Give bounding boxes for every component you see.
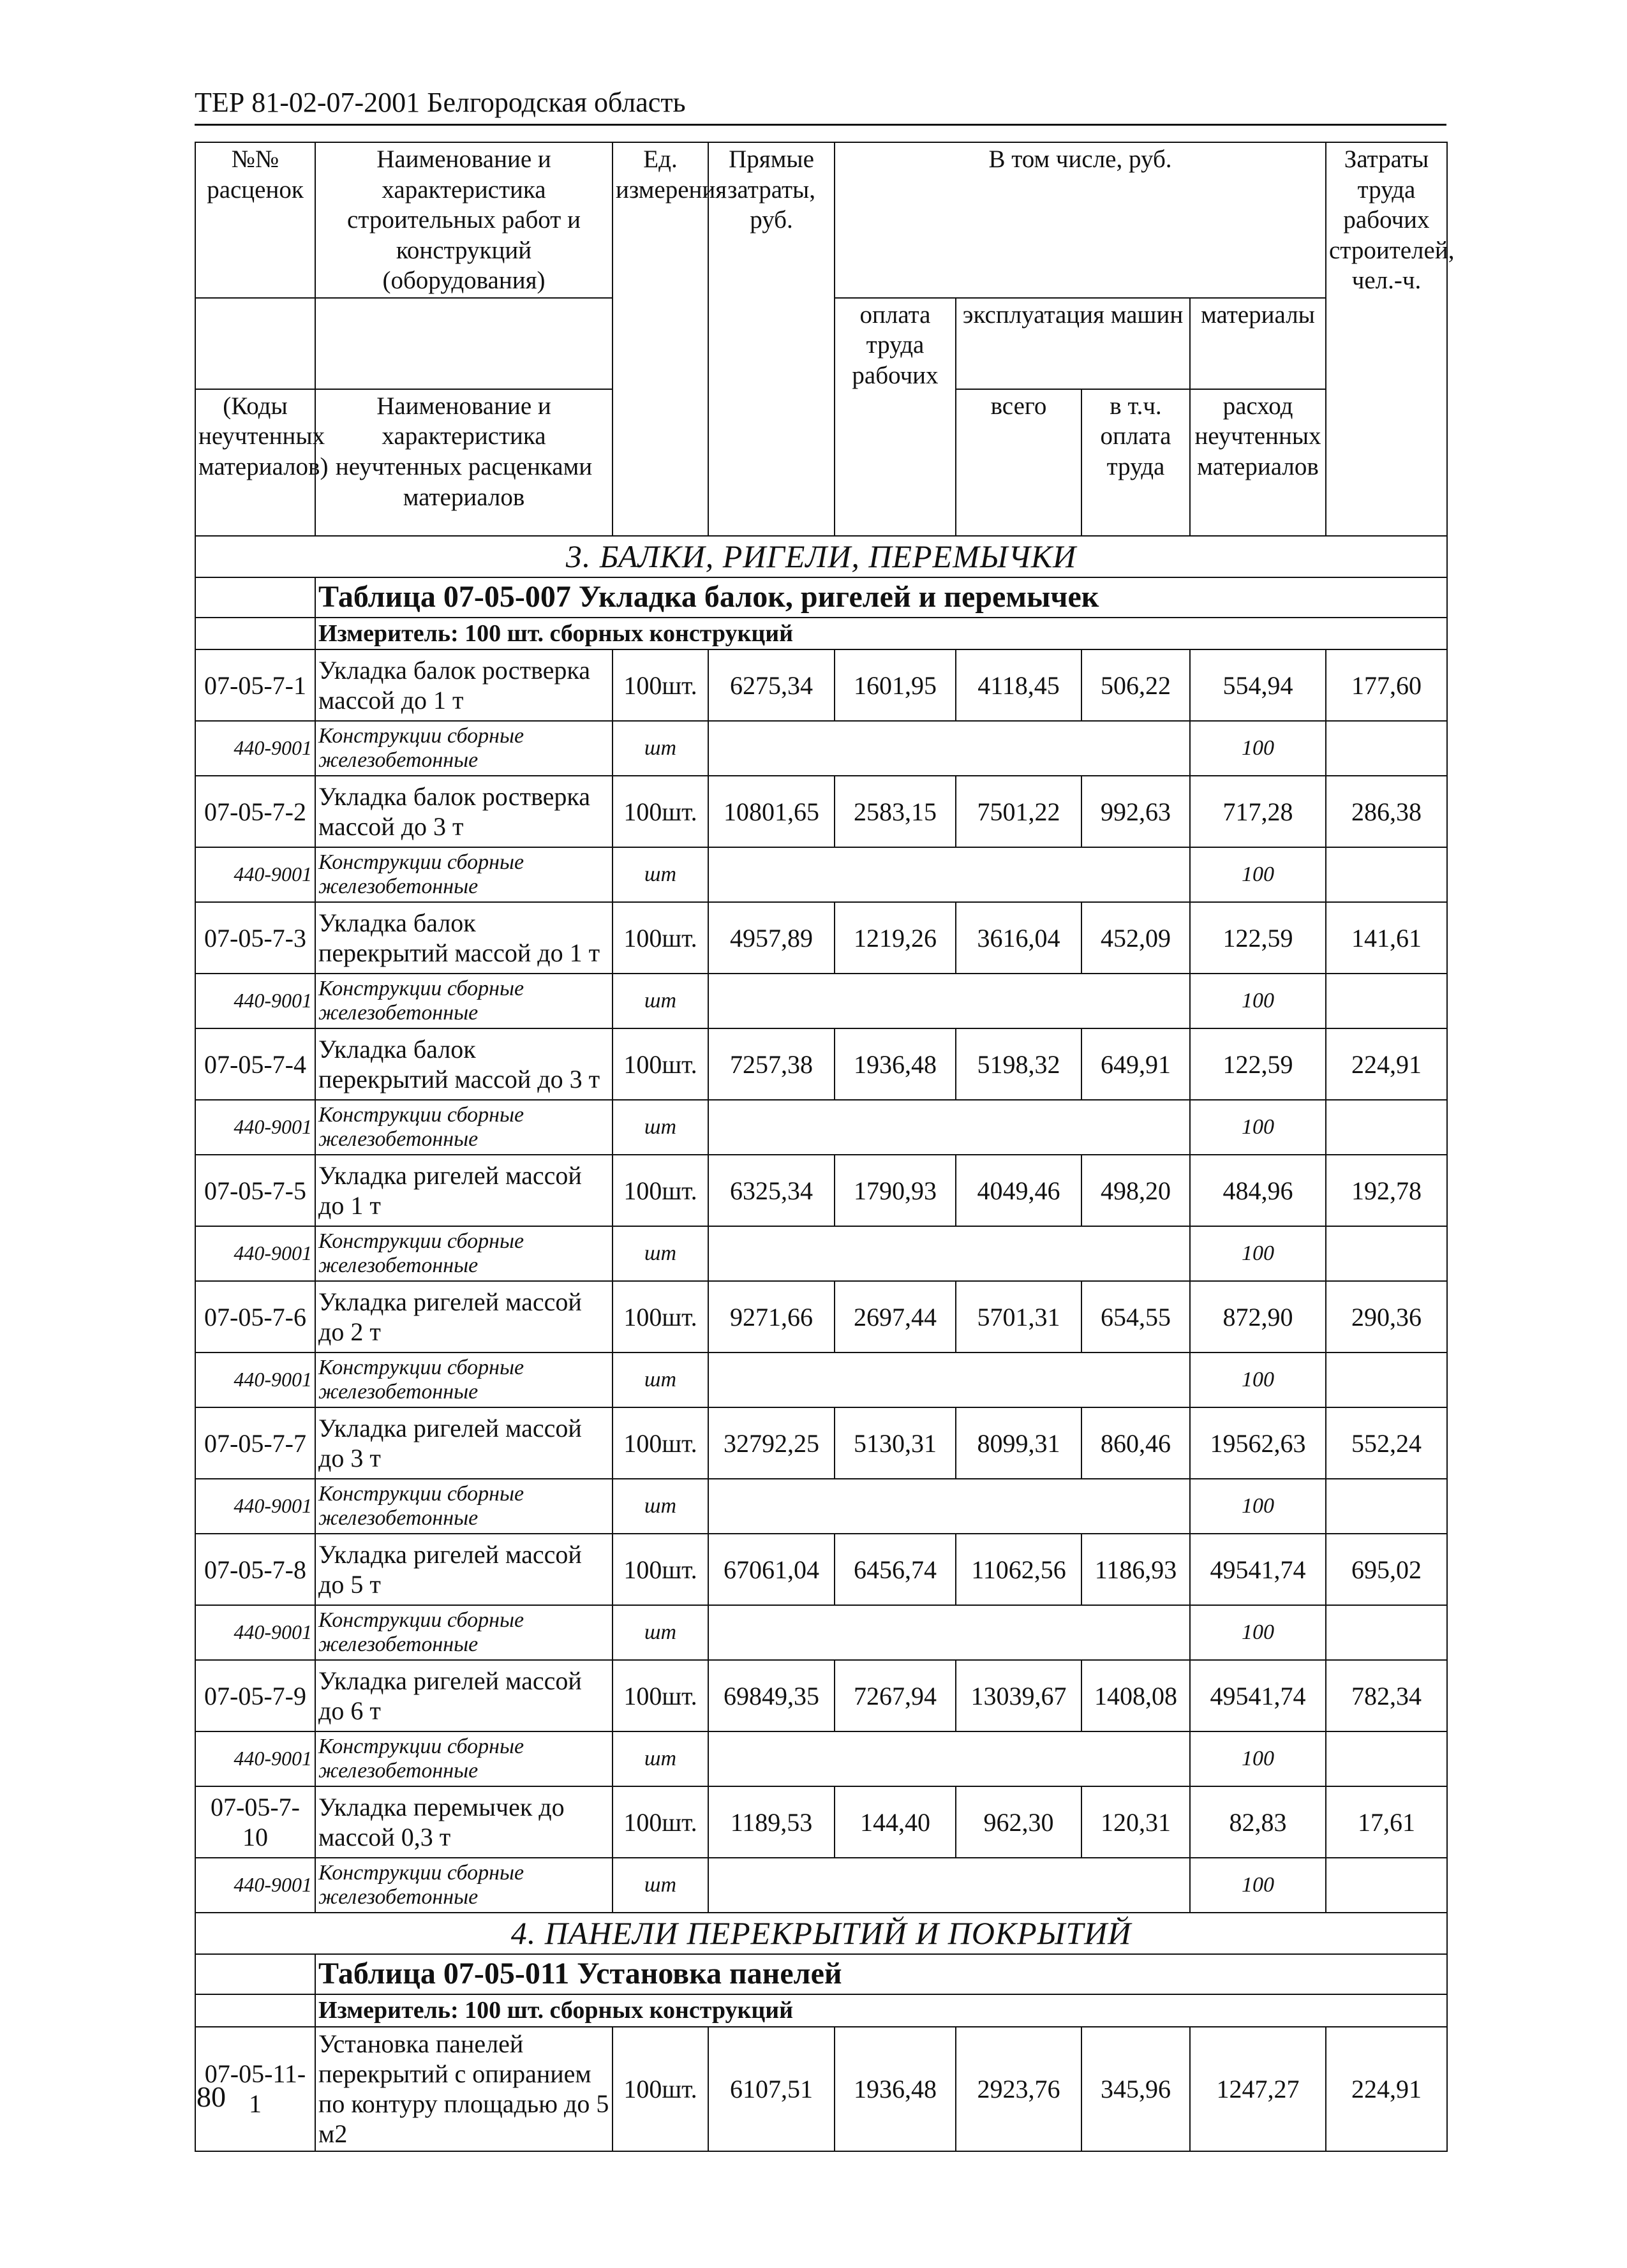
material-quantity: 100 <box>1190 721 1326 776</box>
worker-wages: 2697,44 <box>835 1281 956 1353</box>
work-name: Укладка балок ростверка массой до 1 т <box>315 649 613 721</box>
material-quantity: 100 <box>1190 1100 1326 1155</box>
unit: 100шт. <box>613 1155 708 1226</box>
worker-wages: 5130,31 <box>835 1407 956 1479</box>
header-wages: оплата труда рабочих <box>835 298 956 536</box>
rate-code: 07-05-7-4 <box>195 1028 315 1100</box>
material-code: 440-9001 <box>195 974 315 1028</box>
unit: 100шт. <box>613 1534 708 1605</box>
direct-costs: 10801,65 <box>708 776 835 847</box>
machine-operator-wages: 860,46 <box>1081 1407 1190 1479</box>
material-name: Конструкции сборные железобетонные <box>315 1731 613 1786</box>
unit: 100шт. <box>613 2027 708 2151</box>
material-row <box>195 1479 1447 1534</box>
material-name: Конструкции сборные железобетонные <box>315 1858 613 1913</box>
section-title: 3. БАЛКИ, РИГЕЛИ, ПЕРЕМЫЧКИ <box>195 536 1447 577</box>
machine-costs: 7501,22 <box>956 776 1081 847</box>
material-quantity: 100 <box>1190 1353 1326 1407</box>
labor-hours: 141,61 <box>1326 902 1447 974</box>
direct-costs: 69849,35 <box>708 1660 835 1731</box>
material-costs: 484,96 <box>1190 1155 1326 1226</box>
material-blank <box>708 721 1190 776</box>
machine-costs: 4049,46 <box>956 1155 1081 1226</box>
material-name: Конструкции сборные железобетонные <box>315 974 613 1028</box>
direct-costs: 67061,04 <box>708 1534 835 1605</box>
price-table <box>195 142 1455 2152</box>
machine-operator-wages: 120,31 <box>1081 1786 1190 1858</box>
unit: 100шт. <box>613 1028 708 1100</box>
machine-costs: 3616,04 <box>956 902 1081 974</box>
material-labor-blank <box>1326 1100 1447 1155</box>
material-costs: 554,94 <box>1190 649 1326 721</box>
material-unit: шт <box>613 721 708 776</box>
labor-hours: 192,78 <box>1326 1155 1447 1226</box>
material-name: Конструкции сборные железобетонные <box>315 1605 613 1660</box>
material-name: Конструкции сборные железобетонные <box>315 721 613 776</box>
material-unit: шт <box>613 1479 708 1534</box>
labor-hours: 286,38 <box>1326 776 1447 847</box>
material-blank <box>708 1353 1190 1407</box>
material-labor-blank <box>1326 1353 1447 1407</box>
material-costs: 717,28 <box>1190 776 1326 847</box>
material-row <box>195 721 1447 776</box>
material-name: Конструкции сборные железобетонные <box>315 1226 613 1281</box>
section-title: 4. ПАНЕЛИ ПЕРЕКРЫТИЙ И ПОКРЫТИЙ <box>195 1913 1447 1954</box>
header-code: №№ расценок <box>195 142 315 298</box>
material-blank <box>708 847 1190 902</box>
material-quantity: 100 <box>1190 847 1326 902</box>
section-code-blank <box>195 1954 315 1994</box>
material-name: Конструкции сборные железобетонные <box>315 1479 613 1534</box>
labor-hours: 224,91 <box>1326 1028 1447 1100</box>
material-unit: шт <box>613 1353 708 1407</box>
document-title: ТЕР 81-02-07-2001 Белгородская область <box>195 87 686 118</box>
page-number: 80 <box>197 2080 226 2113</box>
table-row <box>195 1407 1447 1479</box>
rate-code: 07-05-7-3 <box>195 902 315 974</box>
material-labor-blank <box>1326 1858 1447 1913</box>
material-costs: 82,83 <box>1190 1786 1326 1858</box>
machine-operator-wages: 1186,93 <box>1081 1534 1190 1605</box>
work-name: Установка панелей перекрытий с опиранием по контуру площадью до 5 м2 <box>315 2027 613 2151</box>
rate-code: 07-05-7-6 <box>195 1281 315 1353</box>
material-row <box>195 1858 1447 1913</box>
table-title: Таблица 07-05-007 Укладка балок, ригелей и перемычек <box>315 577 1447 618</box>
material-blank <box>708 1858 1190 1913</box>
material-unit: шт <box>613 1731 708 1786</box>
worker-wages: 1936,48 <box>835 2027 956 2151</box>
table-row <box>195 1281 1447 1353</box>
material-row <box>195 1605 1447 1660</box>
machine-operator-wages: 654,55 <box>1081 1281 1190 1353</box>
material-code: 440-9001 <box>195 1100 315 1155</box>
machine-operator-wages: 452,09 <box>1081 902 1190 974</box>
material-costs: 49541,74 <box>1190 1534 1326 1605</box>
labor-hours: 17,61 <box>1326 1786 1447 1858</box>
material-unit: шт <box>613 1605 708 1660</box>
header-including: В том числе, руб. <box>835 142 1326 298</box>
worker-wages: 144,40 <box>835 1786 956 1858</box>
material-code: 440-9001 <box>195 1226 315 1281</box>
labor-hours: 552,24 <box>1326 1407 1447 1479</box>
table-row <box>195 776 1447 847</box>
direct-costs: 32792,25 <box>708 1407 835 1479</box>
labor-hours: 224,91 <box>1326 2027 1447 2151</box>
rate-code: 07-05-11-1 <box>195 2027 315 2151</box>
worker-wages: 1601,95 <box>835 649 956 721</box>
material-code: 440-9001 <box>195 1731 315 1786</box>
measure-code-blank <box>195 1994 315 2027</box>
worker-wages: 2583,15 <box>835 776 956 847</box>
material-code: 440-9001 <box>195 721 315 776</box>
rate-code: 07-05-7-7 <box>195 1407 315 1479</box>
header-name-sub: Наименование и характеристика неучтенных расценками материалов <box>315 389 613 536</box>
header-name: Наименование и характеристика строительных работ и конструкций (оборудования) <box>315 142 613 298</box>
material-code: 440-9001 <box>195 847 315 902</box>
material-unit: шт <box>613 847 708 902</box>
work-name: Укладка ригелей массой до 5 т <box>315 1534 613 1605</box>
material-name: Конструкции сборные железобетонные <box>315 1353 613 1407</box>
material-labor-blank <box>1326 721 1447 776</box>
header-code-sub: (Коды неучтенных материалов) <box>195 389 315 536</box>
header-machines-wages: в т.ч. оплата труда <box>1081 389 1190 536</box>
material-unit: шт <box>613 1100 708 1155</box>
machine-costs: 5198,32 <box>956 1028 1081 1100</box>
header-code-blank <box>195 298 315 389</box>
material-row <box>195 1731 1447 1786</box>
material-blank <box>708 1731 1190 1786</box>
machine-operator-wages: 992,63 <box>1081 776 1190 847</box>
material-labor-blank <box>1326 1605 1447 1660</box>
material-code: 440-9001 <box>195 1858 315 1913</box>
table-row <box>195 649 1447 721</box>
worker-wages: 7267,94 <box>835 1660 956 1731</box>
table-row <box>195 2027 1447 2151</box>
material-quantity: 100 <box>1190 974 1326 1028</box>
unit: 100шт. <box>613 1660 708 1731</box>
material-labor-blank <box>1326 847 1447 902</box>
material-blank <box>708 1479 1190 1534</box>
material-blank <box>708 1605 1190 1660</box>
material-unit: шт <box>613 1858 708 1913</box>
work-name: Укладка ригелей массой до 6 т <box>315 1660 613 1731</box>
material-row <box>195 1100 1447 1155</box>
header-materials: материалы <box>1190 298 1326 389</box>
direct-costs: 9271,66 <box>708 1281 835 1353</box>
table-row <box>195 1155 1447 1226</box>
work-name: Укладка ригелей массой до 2 т <box>315 1281 613 1353</box>
material-blank <box>708 1226 1190 1281</box>
unit: 100шт. <box>613 1407 708 1479</box>
unit: 100шт. <box>613 776 708 847</box>
material-costs: 49541,74 <box>1190 1660 1326 1731</box>
table-measure: Измеритель: 100 шт. сборных конструкций <box>315 618 1447 650</box>
header-direct: Прямые затраты, руб. <box>708 142 835 536</box>
machine-costs: 2923,76 <box>956 2027 1081 2151</box>
unit: 100шт. <box>613 1786 708 1858</box>
machine-operator-wages: 506,22 <box>1081 649 1190 721</box>
machine-costs: 11062,56 <box>956 1534 1081 1605</box>
material-labor-blank <box>1326 1731 1447 1786</box>
machine-costs: 5701,31 <box>956 1281 1081 1353</box>
worker-wages: 6456,74 <box>835 1534 956 1605</box>
material-code: 440-9001 <box>195 1353 315 1407</box>
direct-costs: 6107,51 <box>708 2027 835 2151</box>
worker-wages: 1219,26 <box>835 902 956 974</box>
page-header <box>195 86 1446 126</box>
material-costs: 122,59 <box>1190 902 1326 974</box>
rate-code: 07-05-7-9 <box>195 1660 315 1731</box>
machine-operator-wages: 649,91 <box>1081 1028 1190 1100</box>
rate-code: 07-05-7-2 <box>195 776 315 847</box>
material-row <box>195 974 1447 1028</box>
unit: 100шт. <box>613 1281 708 1353</box>
machine-operator-wages: 345,96 <box>1081 2027 1190 2151</box>
machine-costs: 8099,31 <box>956 1407 1081 1479</box>
machine-operator-wages: 1408,08 <box>1081 1660 1190 1731</box>
labor-hours: 290,36 <box>1326 1281 1447 1353</box>
material-costs: 1247,27 <box>1190 2027 1326 2151</box>
direct-costs: 4957,89 <box>708 902 835 974</box>
table-row <box>195 1786 1447 1858</box>
material-row <box>195 1353 1447 1407</box>
measure-code-blank <box>195 618 315 650</box>
material-name: Конструкции сборные железобетонные <box>315 847 613 902</box>
table-row <box>195 1660 1447 1731</box>
material-labor-blank <box>1326 1479 1447 1534</box>
header-machines-total: всего <box>956 389 1081 536</box>
header-materials-sub: расход неучтенных материалов <box>1190 389 1326 536</box>
work-name: Укладка балок ростверка массой до 3 т <box>315 776 613 847</box>
work-name: Укладка ригелей массой до 1 т <box>315 1155 613 1226</box>
material-code: 440-9001 <box>195 1479 315 1534</box>
work-name: Укладка балок перекрытий массой до 1 т <box>315 902 613 974</box>
section-code-blank <box>195 577 315 618</box>
rate-code: 07-05-7-8 <box>195 1534 315 1605</box>
material-unit: шт <box>613 974 708 1028</box>
material-blank <box>708 1100 1190 1155</box>
worker-wages: 1790,93 <box>835 1155 956 1226</box>
header-unit: Ед. измерения <box>613 142 708 536</box>
material-quantity: 100 <box>1190 1605 1326 1660</box>
machine-costs: 4118,45 <box>956 649 1081 721</box>
header-name-blank <box>315 298 613 389</box>
material-quantity: 100 <box>1190 1858 1326 1913</box>
machine-costs: 13039,67 <box>956 1660 1081 1731</box>
labor-hours: 782,34 <box>1326 1660 1447 1731</box>
material-name: Конструкции сборные железобетонные <box>315 1100 613 1155</box>
direct-costs: 7257,38 <box>708 1028 835 1100</box>
work-name: Укладка балок перекрытий массой до 3 т <box>315 1028 613 1100</box>
material-blank <box>708 974 1190 1028</box>
rate-code: 07-05-7-10 <box>195 1786 315 1858</box>
material-quantity: 100 <box>1190 1226 1326 1281</box>
material-costs: 122,59 <box>1190 1028 1326 1100</box>
unit: 100шт. <box>613 902 708 974</box>
table-row <box>195 1028 1447 1100</box>
material-unit: шт <box>613 1226 708 1281</box>
work-name: Укладка перемычек до массой 0,3 т <box>315 1786 613 1858</box>
unit: 100шт. <box>613 649 708 721</box>
material-quantity: 100 <box>1190 1479 1326 1534</box>
rate-code: 07-05-7-1 <box>195 649 315 721</box>
material-costs: 19562,63 <box>1190 1407 1326 1479</box>
work-name: Укладка ригелей массой до 3 т <box>315 1407 613 1479</box>
labor-hours: 695,02 <box>1326 1534 1447 1605</box>
material-row <box>195 847 1447 902</box>
worker-wages: 1936,48 <box>835 1028 956 1100</box>
table-row <box>195 902 1447 974</box>
material-labor-blank <box>1326 974 1447 1028</box>
rate-code: 07-05-7-5 <box>195 1155 315 1226</box>
material-quantity: 100 <box>1190 1731 1326 1786</box>
material-labor-blank <box>1326 1226 1447 1281</box>
machine-operator-wages: 498,20 <box>1081 1155 1190 1226</box>
table-title: Таблица 07-05-011 Установка панелей <box>315 1954 1447 1994</box>
table-row <box>195 1534 1447 1605</box>
header-machines: эксплуатация машин <box>956 298 1190 389</box>
material-row <box>195 1226 1447 1281</box>
direct-costs: 6325,34 <box>708 1155 835 1226</box>
machine-costs: 962,30 <box>956 1786 1081 1858</box>
material-code: 440-9001 <box>195 1605 315 1660</box>
direct-costs: 6275,34 <box>708 649 835 721</box>
labor-hours: 177,60 <box>1326 649 1447 721</box>
material-costs: 872,90 <box>1190 1281 1326 1353</box>
table-measure: Измеритель: 100 шт. сборных конструкций <box>315 1994 1447 2027</box>
direct-costs: 1189,53 <box>708 1786 835 1858</box>
header-labor: Затраты труда рабочих строителей, чел.-ч. <box>1326 142 1447 536</box>
